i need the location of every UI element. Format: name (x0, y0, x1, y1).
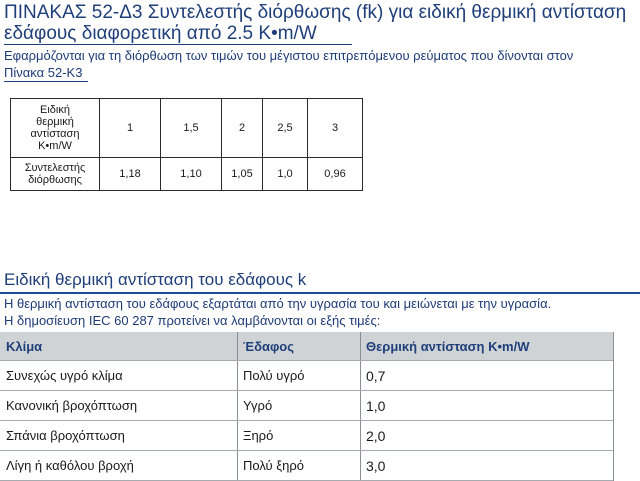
title-underline (4, 44, 352, 45)
table-right-border (613, 332, 614, 481)
column-divider (360, 391, 361, 420)
resistance-value-cell: 1,5 (161, 99, 222, 158)
soil-resistance-table (0, 332, 614, 481)
resistance-value-cell: 1 (100, 99, 161, 158)
table-row (0, 361, 614, 390)
soil-cell: Ξηρό (243, 428, 274, 443)
header-resistance: Θερμική αντίσταση K•m/W (366, 338, 530, 354)
resistance-cell: 2,0 (366, 427, 386, 444)
section-subtitle: Ειδική θερμική αντίσταση του εδάφους k (4, 270, 307, 289)
column-divider (360, 332, 361, 360)
resistance-cell: 1,0 (366, 397, 386, 414)
column-divider (237, 421, 238, 450)
resistance-value-cell: 2 (222, 99, 263, 158)
table-header-row (0, 332, 614, 360)
factor-value-cell: 1,0 (263, 158, 308, 191)
soil-cell: Υγρό (243, 398, 273, 413)
header-soil: Έδαφος (243, 338, 294, 354)
column-divider (360, 421, 361, 450)
climate-cell: Συνεχώς υγρό κλίμα (6, 368, 123, 383)
column-divider (237, 361, 238, 390)
table-row (11, 99, 363, 158)
resistance-value-cell: 2,5 (263, 99, 308, 158)
resistance-label-cell: Ειδική θερμική αντίσταση K•m/W (11, 99, 100, 158)
header-climate: Κλίμα (6, 338, 43, 354)
table-row (0, 391, 614, 420)
factor-value-cell: 1,18 (100, 158, 161, 191)
resistance-cell: 3,0 (366, 457, 386, 474)
factor-value-cell: 0,96 (308, 158, 363, 191)
paragraph-line-1: Η θερμική αντίσταση του εδάφους εξαρτάται από την υγρασία του και μειώνεται με την υγρασία. (4, 296, 552, 311)
column-divider (360, 361, 361, 390)
paragraph-line-2: Η δημοσίευση IEC 60 287 προτείνει να λαμβάνονται οι εξής τιμές: (4, 313, 381, 328)
factor-label-cell: Συντελεστής διόρθωσης (11, 158, 100, 191)
intro-underline (4, 81, 88, 82)
soil-cell: Πολύ υγρό (243, 368, 305, 383)
resistance-cell: 0,7 (366, 367, 386, 384)
column-divider (360, 451, 361, 480)
title-line-1: ΠΙΝΑΚΑΣ 52-Δ3 Συντελεστής διόρθωσης (fk) για ειδική θερμική αντίσταση (4, 2, 627, 23)
correction-factor-table (10, 98, 363, 191)
resistance-value-cell: 3 (308, 99, 363, 158)
title-line-2: εδάφους διαφορετική από 2.5 K•m/W (4, 23, 317, 44)
soil-cell: Πολύ ξηρό (243, 458, 304, 473)
section-paragraph (4, 295, 636, 329)
table-row (0, 421, 614, 450)
table-row (11, 158, 363, 191)
table-row (0, 451, 614, 480)
climate-cell: Λίγη ή καθόλου βροχή (6, 458, 134, 473)
factor-value-cell: 1,05 (222, 158, 263, 191)
column-divider (237, 451, 238, 480)
intro-text (4, 47, 636, 81)
intro-line-2: Πίνακα 52-Κ3 (4, 65, 83, 80)
column-divider (237, 391, 238, 420)
table-title (4, 2, 636, 44)
climate-cell: Κανονική βροχόπτωση (6, 398, 138, 413)
column-divider (237, 332, 238, 360)
section-divider (0, 292, 640, 294)
factor-value-cell: 1,10 (161, 158, 222, 191)
climate-cell: Σπάνια βροχόπτωση (6, 428, 125, 443)
intro-line-1: Εφαρμόζονται για τη διόρθωση των τιμών του μέγιστου επιτρεπόμενου ρεύματος που δίνονται στον (4, 48, 574, 63)
